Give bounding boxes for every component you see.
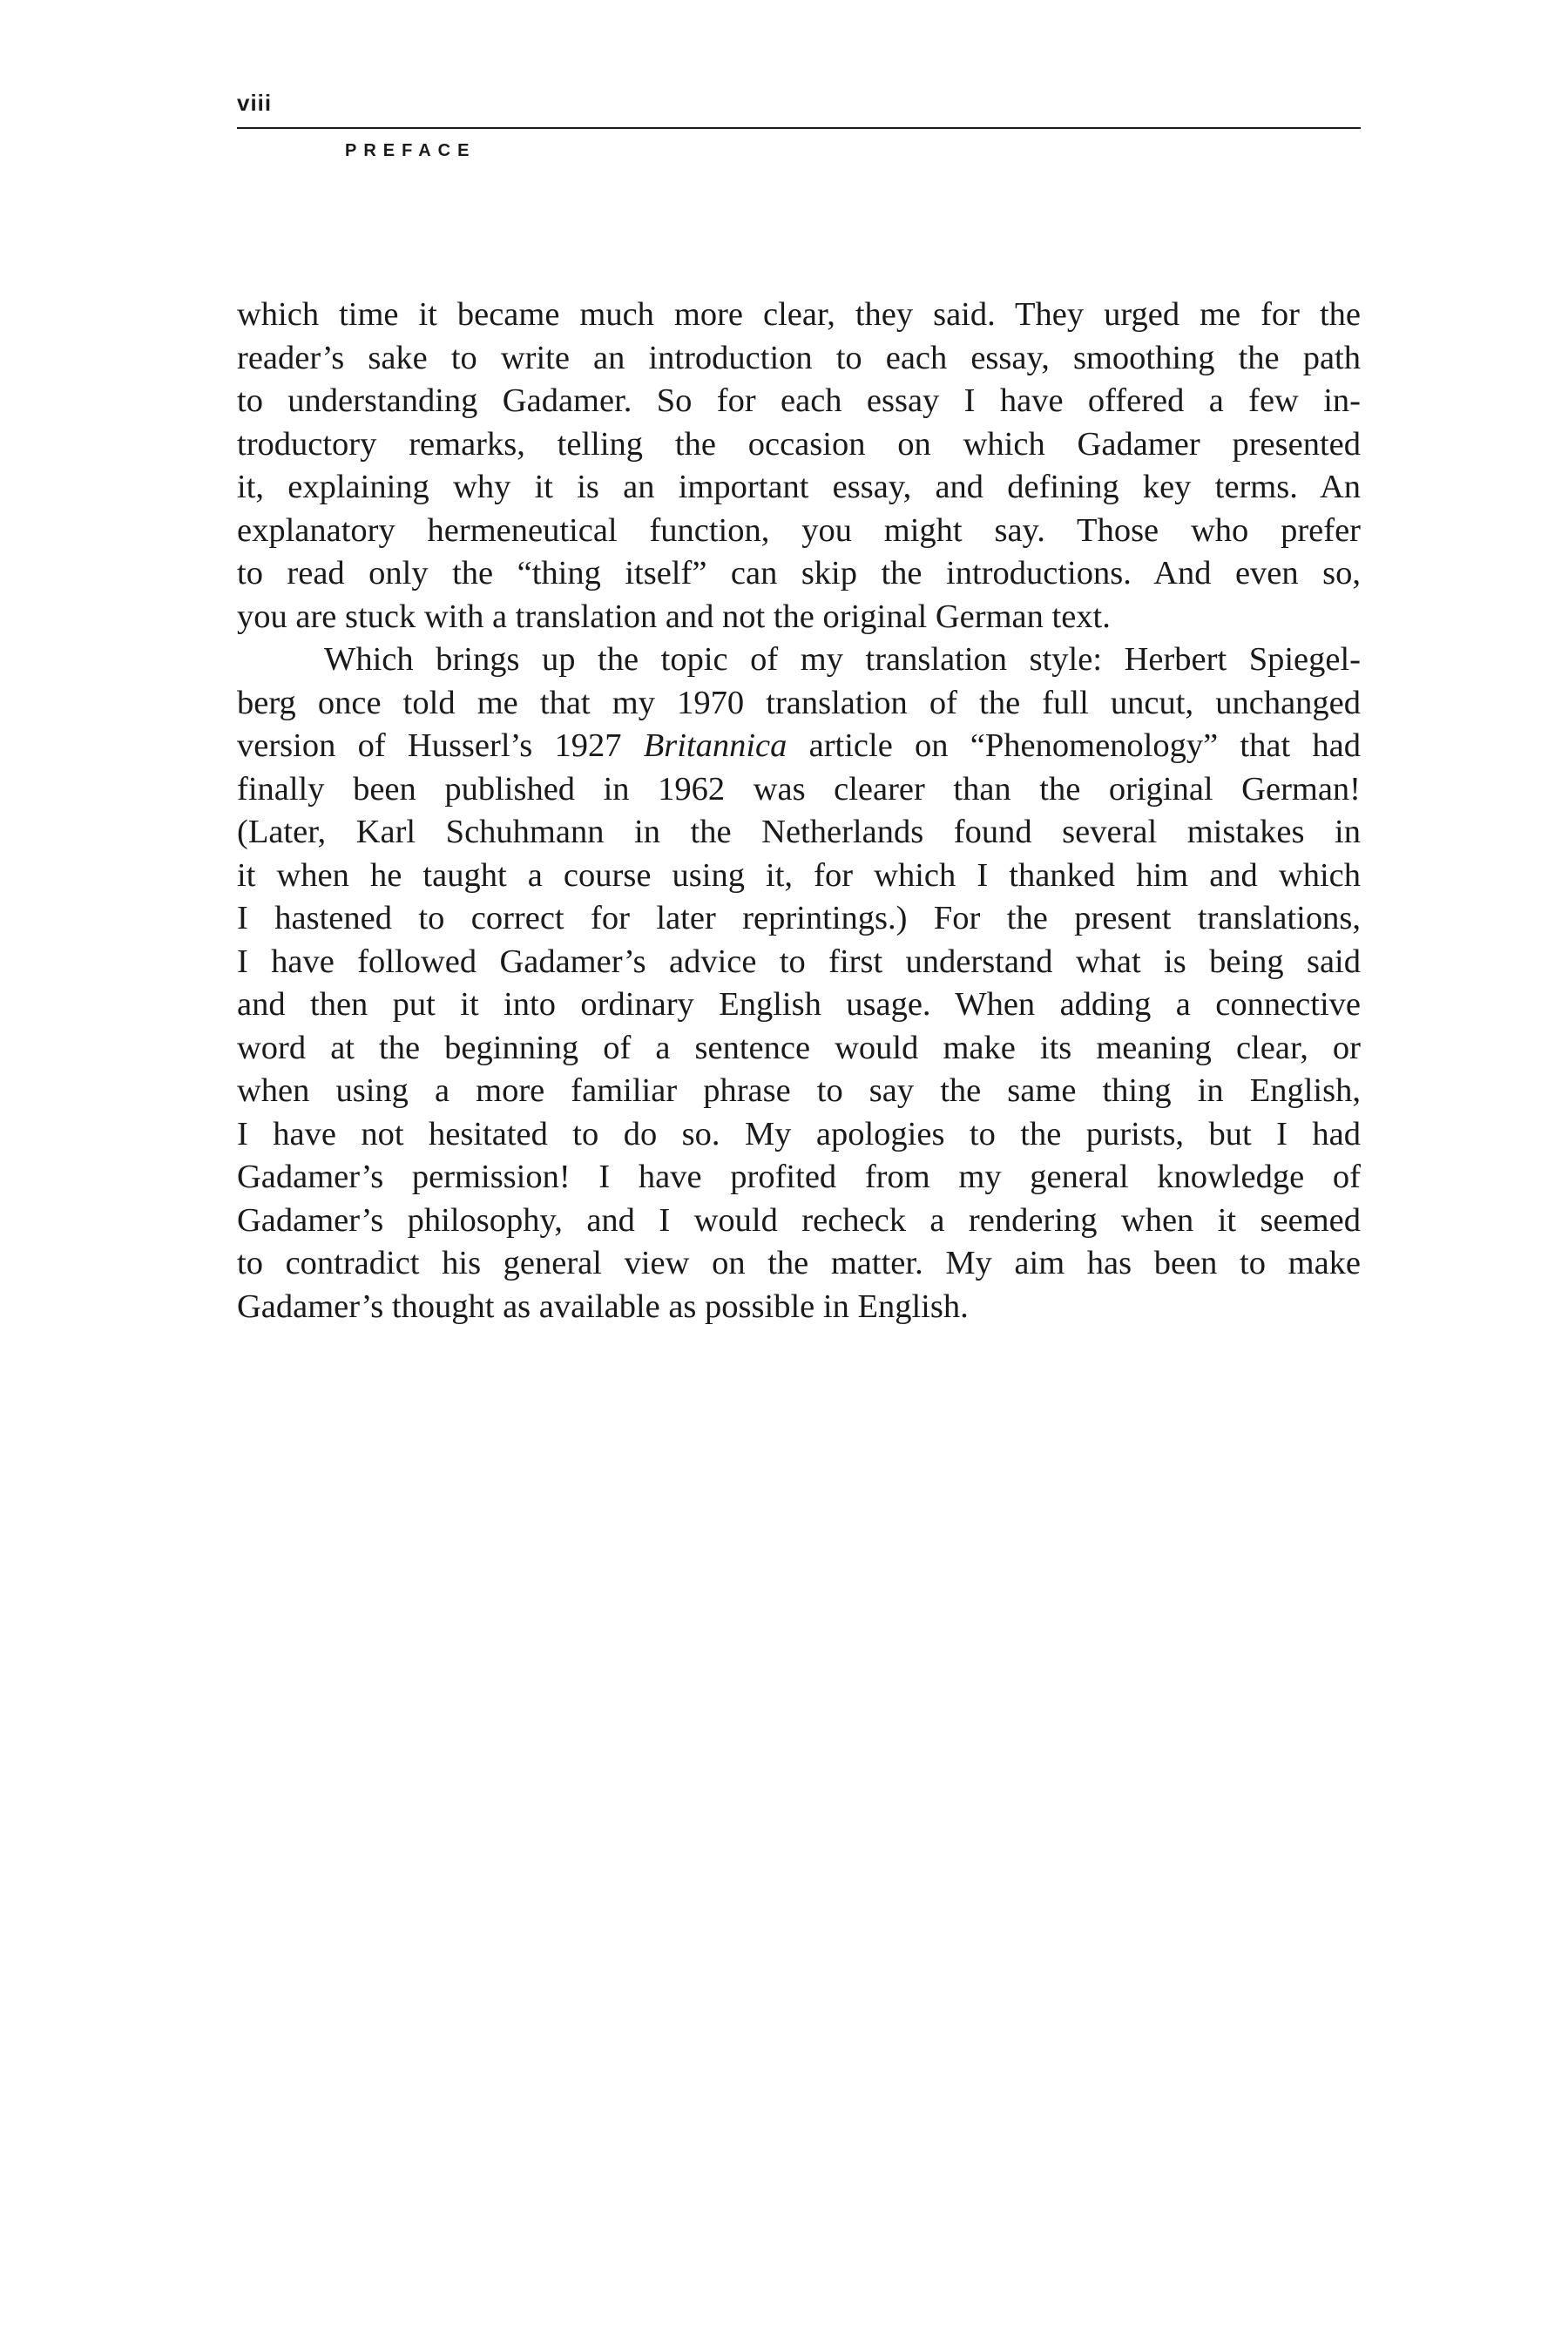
text-line: I have not hesitated to do so. My apologies to the purists, but I had <box>237 1115 1361 1152</box>
body-text <box>237 294 1361 1328</box>
text-line: you are stuck with a translation and not the original German text. <box>237 598 1111 635</box>
text-line: and then put it into ordinary English usage. When adding a connective <box>237 986 1361 1023</box>
text-line-with-italic <box>237 725 1361 768</box>
text-line: to understanding Gadamer. So for each essay I have offered a few in- <box>237 382 1361 419</box>
section-title: PREFACE <box>345 141 476 160</box>
text-line: berg once told me that my 1970 translation of the full uncut, unchanged <box>237 684 1361 721</box>
running-head <box>237 89 1361 220</box>
paragraph-2 <box>237 639 1361 1328</box>
text-segment: article on “Phenomenology” that had <box>787 727 1361 764</box>
page-number: viii <box>237 90 273 116</box>
text-line: Which brings up the topic of my translation style: Herbert Spiegel- <box>324 641 1361 678</box>
text-line: finally been published in 1962 was clearer than the original German! <box>237 770 1361 808</box>
text-line: I have followed Gadamer’s advice to first understand what is being said <box>237 943 1361 980</box>
header-rule <box>237 127 1361 129</box>
text-line: it, explaining why it is an important essay, and defining key terms. An <box>237 469 1361 505</box>
text-line: when using a more familiar phrase to say the same thing in English, <box>237 1072 1361 1109</box>
text-line: troductory remarks, telling the occasion on which Gadamer presented <box>237 425 1361 463</box>
text-line: to read only the “thing itself” can skip the introductions. And even so, <box>237 555 1361 591</box>
text-line: to contradict his general view on the matter. My aim has been to make <box>237 1245 1361 1281</box>
text-line: Gadamer’s philosophy, and I would recheck a rendering when it seemed <box>237 1201 1361 1239</box>
text-line: I hastened to correct for later reprintings.) For the present translations, <box>237 900 1361 936</box>
paragraph-1 <box>237 294 1361 639</box>
text-line: explanatory hermeneutical function, you might say. Those who prefer <box>237 511 1361 549</box>
text-line: reader’s sake to write an introduction to each essay, smoothing the path <box>237 339 1361 376</box>
text-segment: version of Husserl’s 1927 <box>237 727 644 764</box>
text-line: Gadamer’s thought as available as possible in English. <box>237 1288 969 1325</box>
text-line: it when he taught a course using it, for which I thanked him and which <box>237 856 1361 894</box>
text-line: which time it became much more clear, they said. They urged me for the <box>237 296 1361 333</box>
text-line: (Later, Karl Schuhmann in the Netherlands found several mistakes in <box>237 814 1361 850</box>
text-line: word at the beginning of a sentence would make its meaning clear, or <box>237 1029 1361 1066</box>
italic-title: Britannica <box>643 727 787 764</box>
text-line: Gadamer’s permission! I have profited from my general knowledge of <box>237 1159 1361 1195</box>
